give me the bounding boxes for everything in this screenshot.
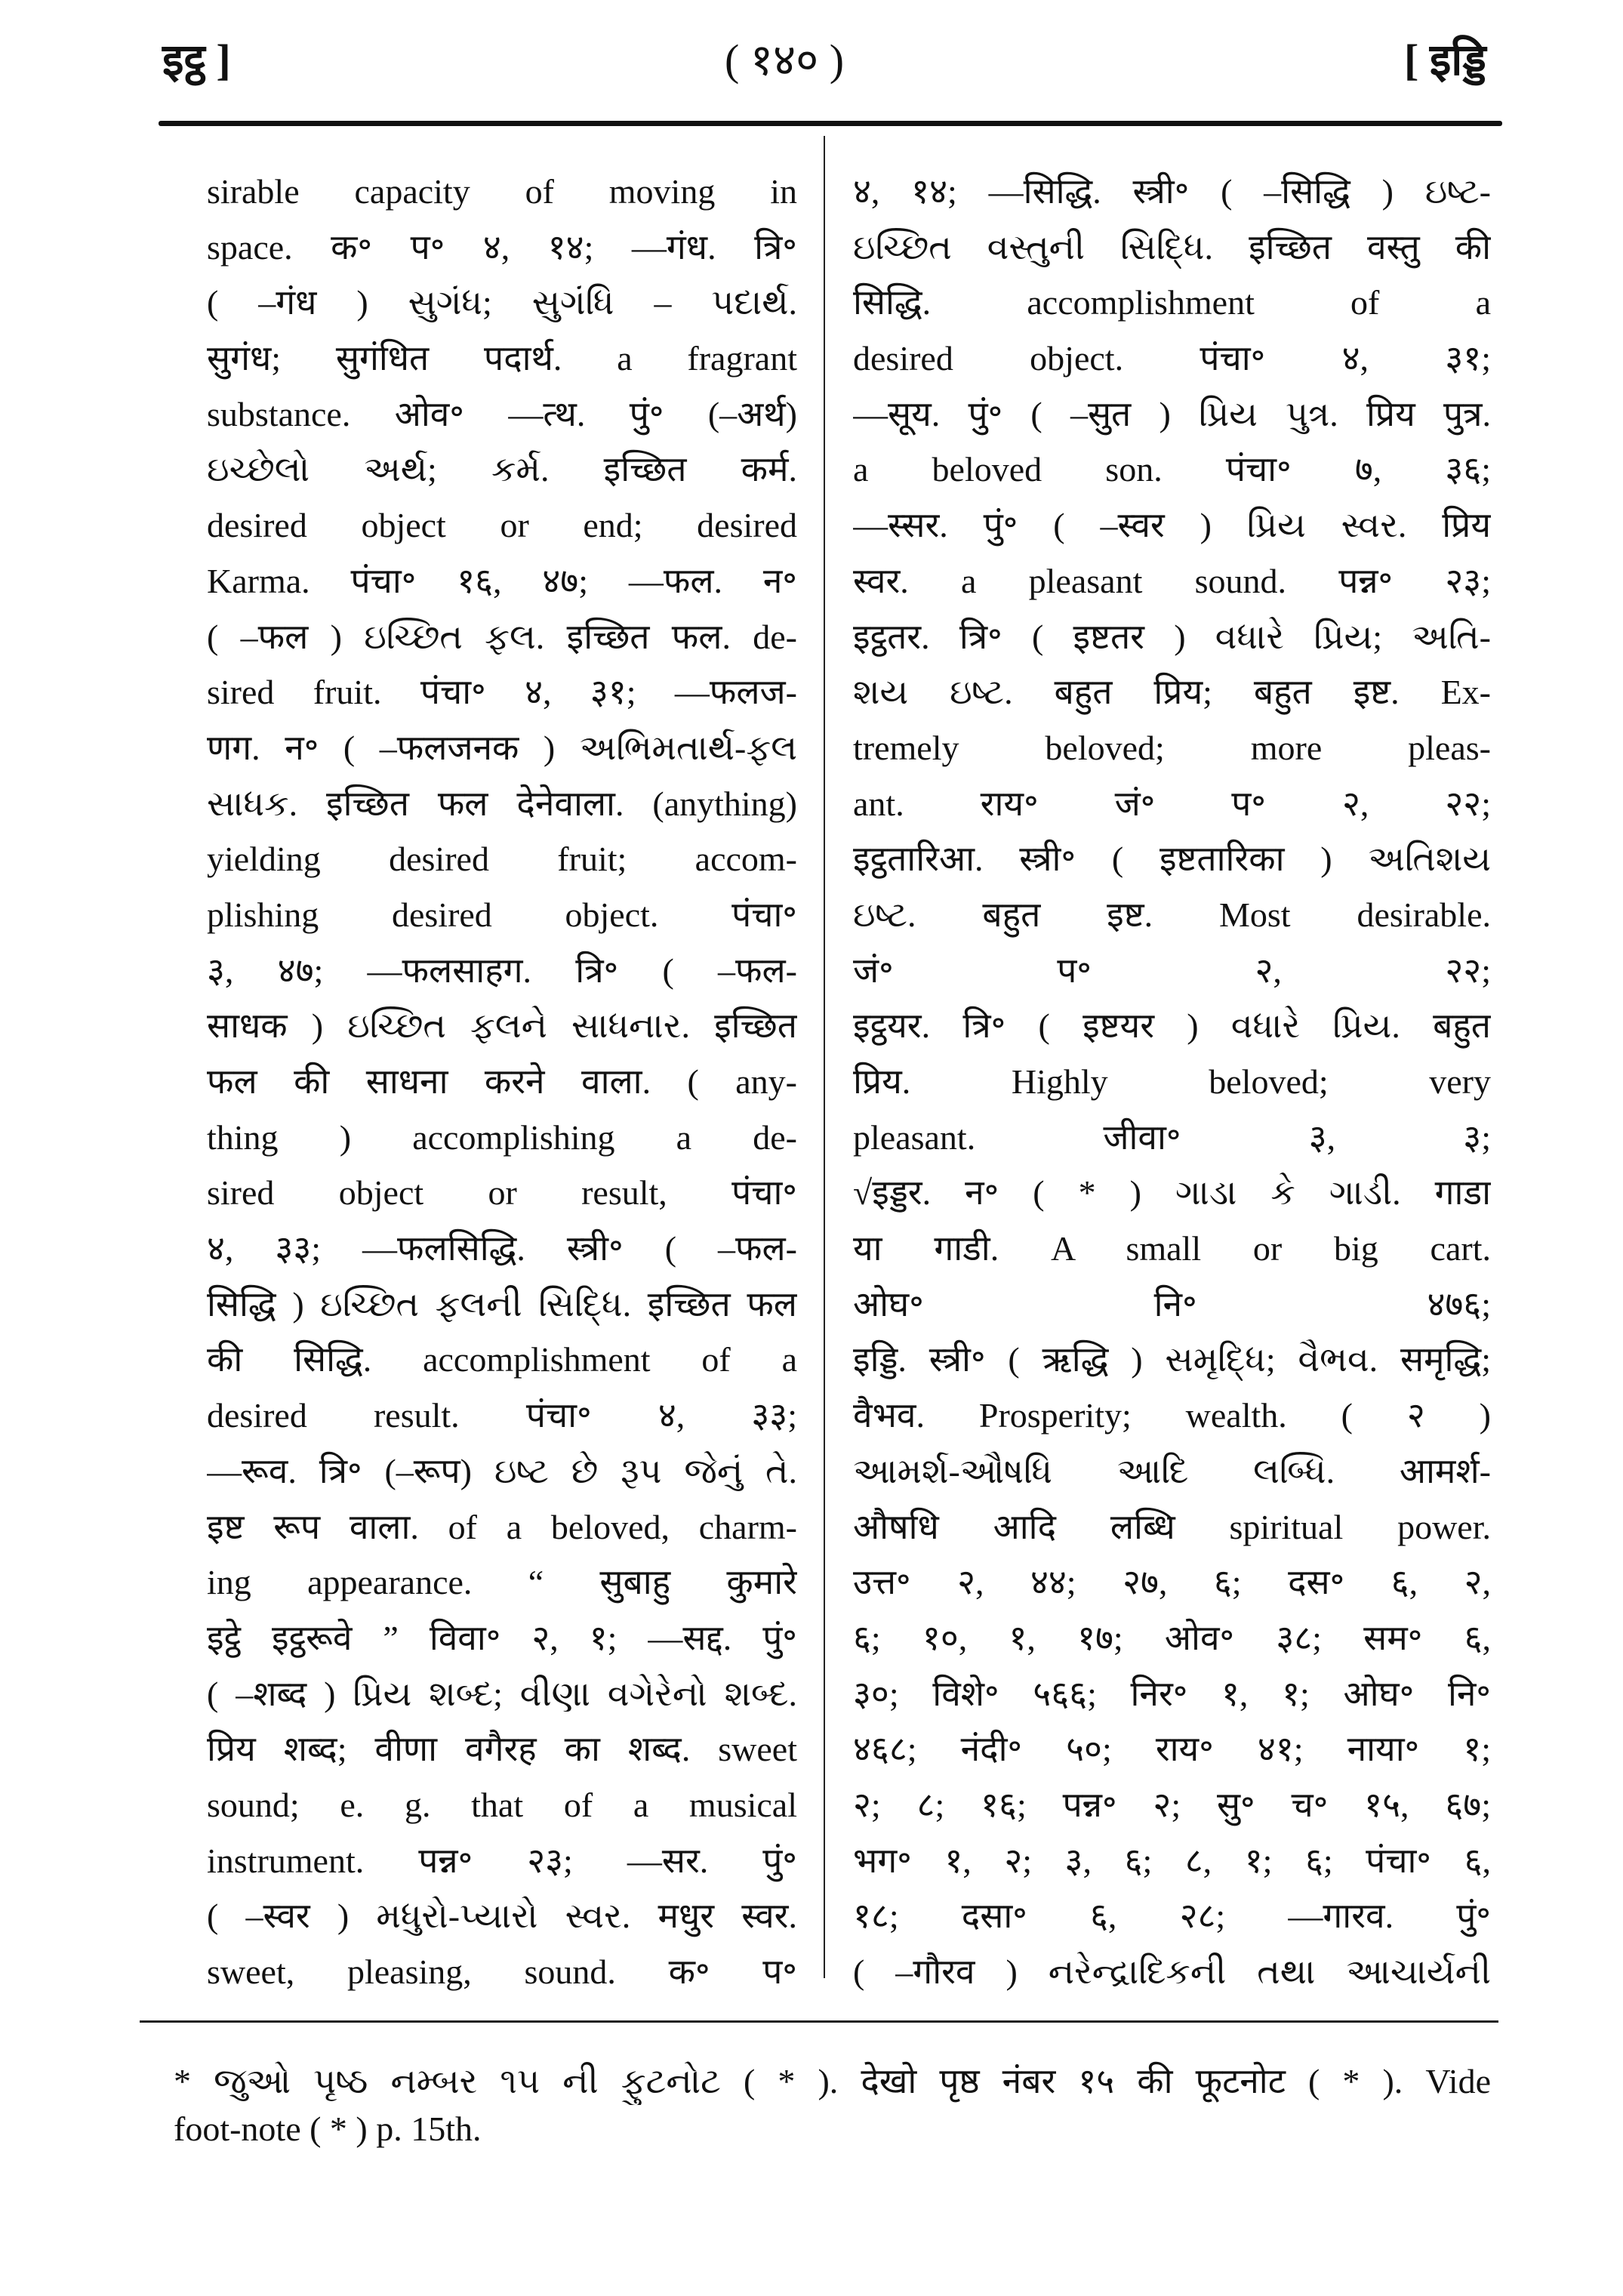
text-line: instrument. पन्न॰ २३; —सर. पुं॰ (207, 1841, 797, 1880)
text-line: इट्ठयर. त्रि॰ ( इष्टयर ) વધારે પ્રિય. बहुत (853, 1006, 1491, 1046)
text-line: १८; दसा॰ ६, २८; —गारव. पुं॰ (853, 1897, 1491, 1936)
text-line: ( –शब्द ) પ્રિય શબ્દ; વીણા વગેરેનો શબ્દ. (207, 1674, 797, 1713)
text-line: desired result. पंचा॰ ४, ३३; (207, 1396, 797, 1435)
text-line: ing appearance. “ सुबाहु कुमारे (207, 1563, 797, 1602)
text-line: tremely beloved; more pleas- (853, 728, 1491, 767)
text-line: ३०; विशे॰ ५६६; निर॰ १, १; ओघ॰ नि॰ (853, 1674, 1491, 1713)
text-line: —स्सर. पुं॰ ( –स्वर ) પ્રિય સ્વર. प्रिय (853, 506, 1491, 545)
text-line: ઇષ્ટ. बहुत इष्ट. Most desirable. (853, 895, 1491, 934)
text-line: सिद्धि. accomplishment of a (853, 283, 1491, 322)
text-line: desired object. पंचा॰ ४, ३१; (853, 339, 1491, 378)
left-column (207, 164, 797, 2000)
text-line: desired object or end; desired (207, 506, 797, 545)
text-line: ઇચ્છિત વસ્તુની સિદ્ધિ. इच्छित वस्तु की (853, 227, 1491, 267)
text-line: २; ८; १६; पन्न॰ २; सु॰ च॰ १५, ६७; (853, 1785, 1491, 1824)
text-line: ओघ॰ नि॰ ४७६; (853, 1284, 1491, 1324)
text-line: —सूय. पुं॰ ( –सुत ) પ્રિય પુત્ર. प्रिय पुत्र. (853, 394, 1491, 433)
text-line: ४, १४; —सिद्धि. स्त्री॰ ( –सिद्धि ) ઇષ્ટ- (853, 172, 1491, 211)
text-line: pleasant. जीवा॰ ३, ३; (853, 1117, 1491, 1157)
text-line: yielding desired fruit; accom- (207, 840, 797, 879)
text-line: plishing desired object. पंचा॰ (207, 895, 797, 934)
text-line: प्रिय शब्द; वीणा वगैरह का शब्द. sweet (207, 1730, 797, 1769)
text-line: णग. न॰ ( –फलजनक ) અભિમતાર્થ-ફલ (207, 728, 797, 767)
text-line: Karma. पंचा॰ १६, ४७; —फल. न॰ (207, 561, 797, 600)
text-line: इष्ट रूप वाला. of a beloved, charm- (207, 1507, 797, 1546)
text-line: ( –फल ) ઇચ્છિત ફલ. इच्छित फल. de- (207, 617, 797, 656)
text-line: इट्ठे इट्ठरूवे ” विवा॰ २, १; —सद्द. पुं॰ (207, 1618, 797, 1657)
text-line: फल की साधना करने वाला. ( any- (207, 1062, 797, 1101)
text-line: उत्त॰ २, ४४; २७, ६; दस॰ ६, २, (853, 1563, 1491, 1602)
text-line: ( –स्वर ) મધુરો-પ્યારો સ્વર. मधुर स्वर. (207, 1897, 797, 1936)
text-line: ( –गंध ) સુગંધ; સુગંધિ – પદાર્થ. (207, 283, 797, 322)
text-line: ( –गौरव ) નરેન્દ્રાદિકની તથા આચાર્યની (853, 1952, 1491, 1991)
text-line: जं॰ प॰ २, २२; (853, 951, 1491, 990)
text-line: space. क॰ प॰ ४, १४; —गंध. त्रि॰ (207, 227, 797, 267)
page-number: ( १४० ) (725, 35, 845, 85)
text-line: भग॰ १, २; ३, ६; ८, १; ६; पंचा॰ ६, (853, 1841, 1491, 1880)
footnote (174, 2057, 1491, 2153)
text-line: —रूव. त्रि॰ (–रूप) ઇષ્ટ છે રૂપ જેનું તે. (207, 1451, 797, 1490)
text-line: sired fruit. पंचा॰ ४, ३१; —फलज- (207, 673, 797, 712)
text-line: sweet, pleasing, sound. क॰ प॰ (207, 1952, 797, 1991)
text-line: ३, ४७; —फलसाहग. त्रि॰ ( –फल- (207, 951, 797, 990)
text-line: સાધક. इच्छित फल देनेवाला. (anything) (207, 784, 797, 823)
text-line: वैभव. Prosperity; wealth. ( २ ) (853, 1396, 1491, 1435)
text-line: या गाडी. A small or big cart. (853, 1229, 1491, 1268)
running-head-left: इट्ठ ] (162, 35, 231, 85)
text-line: આમર્શ-ઔષધિ આદિ લબ્ધિ. आमर्श- (853, 1451, 1491, 1490)
text-line: substance. ओव॰ —त्थ. पुं॰ (–अर्थ) (207, 394, 797, 433)
text-line: thing ) accomplishing a de- (207, 1117, 797, 1157)
text-line: प्रिय. Highly beloved; very (853, 1062, 1491, 1101)
text-line: इड्डि. स्त्री॰ ( ऋद्धि ) સમૃદ્ધિ; વૈભવ. समृद्धि; (853, 1340, 1491, 1379)
footnote-line: foot-note ( * ) p. 15th. (174, 2110, 482, 2148)
text-line: इट्ठतारिआ. स्त्री॰ ( इष्टतारिका ) અતિશય (853, 840, 1491, 879)
running-head-right: [ इड्डि (1404, 35, 1486, 85)
text-line: स्वर. a pleasant sound. पन्न॰ २३; (853, 561, 1491, 600)
text-line: ४, ३३; —फलसिद्धि. स्त्री॰ ( –फल- (207, 1229, 797, 1268)
text-line: सुगंध; सुगंधित पदार्थ. a fragrant (207, 339, 797, 378)
text-line: की सिद्धि. accomplishment of a (207, 1340, 797, 1379)
text-line: sound; e. g. that of a musical (207, 1785, 797, 1824)
text-line: ४६८; नंदी॰ ५०; राय॰ ४१; नाया॰ १; (853, 1730, 1491, 1769)
text-line: साधक ) ઇચ્છિત ફલને સાધનાર. इच्छित (207, 1006, 797, 1046)
footnote-rule (140, 2020, 1498, 2023)
text-line: શય ઇષ્ટ. बहुत प्रिय; बहुत इष्ट. Ex- (853, 673, 1491, 712)
text-line: sired object or result, पंचा॰ (207, 1173, 797, 1213)
text-line: सिद्धि ) ઇચ્છિત ફલની સિદ્ધિ. इच्छित फल (207, 1284, 797, 1324)
text-line: ant. राय॰ जं॰ प॰ २, २२; (853, 784, 1491, 823)
text-line: sirable capacity of moving in (207, 172, 797, 211)
text-line: a beloved son. पंचा॰ ७, ३६; (853, 450, 1491, 489)
text-line: ६; १०, १, १७; ओव॰ ३८; सम॰ ६, (853, 1618, 1491, 1657)
text-line: √इड्डर. न॰ ( * ) ગાડા કે ગાડી. गाडा (853, 1173, 1491, 1213)
column-divider (824, 136, 825, 1978)
footnote-line: * જુઓ પૃષ્ઠ નમ્બર ૧૫ ની ફુટનોટ ( * ). देखो पृष्ठ नंबर १५ की फूटनोट ( * ). Vide (174, 2062, 1491, 2100)
right-column (853, 164, 1491, 2000)
text-line: औषधि आदि लब्धि spiritual power. (853, 1507, 1491, 1546)
text-line: ઇચ્છેલો અર્થ; કર્મ. इच्छित कर्म. (207, 450, 797, 489)
text-line: इट्ठतर. त्रि॰ ( इष्टतर ) વધારે પ્રિય; અતિ- (853, 617, 1491, 656)
header-rule (159, 121, 1502, 126)
